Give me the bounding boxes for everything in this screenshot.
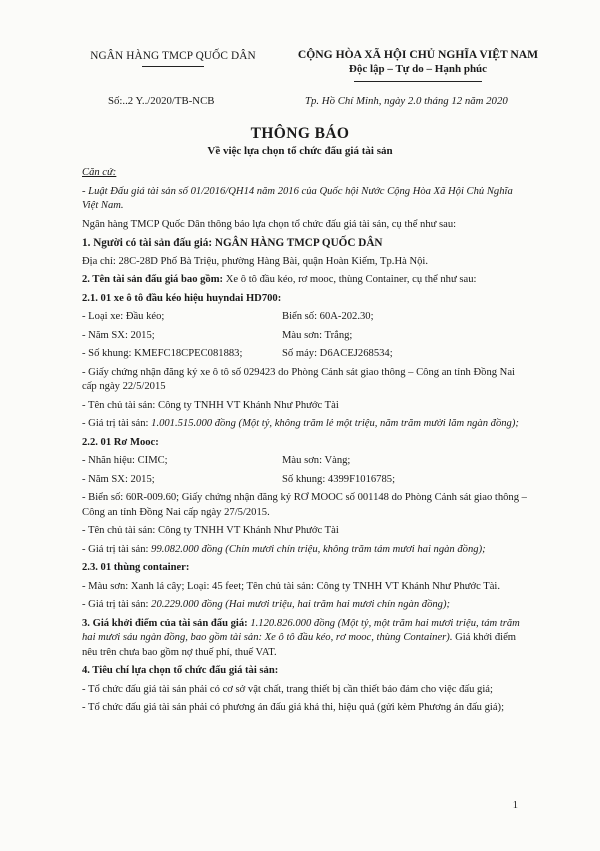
trailer-row-2 bbox=[82, 473, 528, 488]
truck-value: 1.001.515.000 đồng (Một tỷ, không trăm lẻ một triệu, năm trăm mười lăm ngàn đồng); bbox=[151, 418, 519, 429]
truck-owner: - Tên chủ tài sản: Công ty TNHH VT Khánh Như Phước Tài bbox=[82, 399, 339, 411]
trailer-year: - Năm SX: 2015; bbox=[82, 473, 155, 485]
motto-underline bbox=[354, 81, 482, 82]
truck-row-3 bbox=[82, 347, 528, 362]
trailer-chassis: Số khung: 4399F1016785; bbox=[282, 473, 396, 485]
truck-plate: Biển số: 60A-202.30; bbox=[282, 311, 374, 322]
document-number: Số:..2 Y../2020/TB-NCB bbox=[108, 95, 215, 107]
section-4-heading: 4. Tiêu chí lựa chọn tổ chức đấu giá tài sản: bbox=[82, 665, 279, 676]
section-2-desc: Xe ô tô đầu kéo, rơ mooc, thùng Container, cụ thể như sau: bbox=[223, 274, 477, 285]
container-value-label: - Giá trị tài sản: bbox=[82, 599, 152, 610]
container-value-line bbox=[82, 598, 528, 613]
trailer-color: Màu sơn: Vàng; bbox=[282, 455, 351, 466]
basis-text: - Luật Đấu giá tài sản số 01/2016/QH14 năm 2016 của Quốc hội Nước Cộng Hòa Xã Hội Chủ Nghĩa Việt Nam. bbox=[82, 185, 513, 211]
trailer-value-label: - Giá trị tài sản: bbox=[82, 543, 152, 555]
intro-paragraph: Ngân hàng TMCP Quốc Dân thông báo lựa chọn tổ chức đấu giá tài sản, cụ thể như sau: bbox=[82, 218, 457, 230]
document-date: Tp. Hồ Chí Minh, ngày 2.0 tháng 12 năm 2020 bbox=[305, 95, 508, 107]
section-1-heading: 1. Người có tài sản đấu giá: NGÂN HÀNG TMCP QUỐC DÂN bbox=[82, 237, 383, 249]
national-motto: Độc lập – Tự do – Hạnh phúc bbox=[348, 63, 488, 75]
document-subtitle: Về việc lựa chọn tổ chức đấu giá tài sản bbox=[207, 145, 393, 157]
criterion-1: - Tổ chức đấu giá tài sản phải có cơ sở vật chất, trang thiết bị cần thiết bảo đảm cho việc đấu giá; bbox=[82, 683, 493, 695]
truck-value-label: - Giá trị tài sản: bbox=[82, 418, 152, 429]
section-2-label: 2. Tên tài sản đấu giá bao gồm: bbox=[82, 274, 224, 285]
truck-row-1 bbox=[82, 310, 528, 325]
basis-label: Căn cứ: bbox=[82, 167, 117, 178]
trailer-plate: - Biển số: 60R-009.60; Giấy chứng nhận đăng ký RƠ MOOC số 001148 do Phòng Cảnh sát giao thông – Công an tỉnh Đồng Nai cấp ngày 27/5/2015. bbox=[82, 492, 527, 518]
republic-title: CỘNG HÒA XÃ HỘI CHỦ NGHĨA VIỆT NAM bbox=[297, 48, 539, 61]
section-2-1-heading: 2.1. 01 xe ô tô đầu kéo hiệu huyndai HD700: bbox=[82, 292, 282, 304]
bank-name-underline bbox=[142, 66, 204, 67]
truck-color: Màu sơn: Trắng; bbox=[282, 329, 353, 341]
truck-row-2 bbox=[82, 329, 528, 344]
starting-price: 1.120.826.000 đồng (Một tỷ, một trăm hai mươi triệu, tám trăm hai mươi sáu ngàn đồng, bao gồm tài sản: Xe ô tô đầu kéo, rơ mooc, thùng Container). bbox=[82, 617, 520, 643]
document-title: THÔNG BÁO bbox=[250, 125, 350, 142]
truck-chassis: - Số khung: KMEFC18CPEC081883; bbox=[82, 348, 243, 359]
trailer-value: 99.082.000 đồng (Chín mươi chín triệu, không trăm tám mươi hai ngàn đồng); bbox=[151, 543, 486, 555]
container-value: 20.229.000 đồng (Hai mươi triệu, hai trăm hai mươi chín ngàn đồng); bbox=[151, 599, 451, 610]
criterion-2: - Tổ chức đấu giá tài sản phải có phương án đấu giá khả thi, hiệu quả (gửi kèm Phương án đấu giá); bbox=[82, 702, 505, 713]
truck-value-line bbox=[82, 417, 528, 432]
section-3-heading: 3. Giá khởi điểm của tài sản đấu giá: bbox=[82, 617, 248, 629]
truck-year: - Năm SX: 2015; bbox=[82, 329, 155, 341]
section-2-3-heading: 2.3. 01 thùng container: bbox=[82, 562, 190, 573]
trailer-value-line bbox=[82, 543, 528, 558]
trailer-owner: - Tên chủ tài sản: Công ty TNHH VT Khánh Như Phước Tài bbox=[82, 525, 339, 536]
section-2-heading bbox=[82, 273, 528, 288]
bank-name-header: NGÂN HÀNG TMCP QUỐC DÂN bbox=[90, 50, 256, 62]
document-body bbox=[82, 166, 528, 720]
trailer-brand: - Nhãn hiệu: CIMC; bbox=[82, 455, 168, 466]
trailer-row-1 bbox=[82, 454, 528, 469]
section-2-2-heading: 2.2. 01 Rơ Mooc: bbox=[82, 436, 159, 448]
page-number: 1 bbox=[512, 800, 518, 811]
starting-price-note: Giá khởi điểm nêu trên chưa bao gồm nợ thuế phí, thuế VAT. bbox=[82, 632, 517, 658]
section-3-paragraph bbox=[82, 617, 528, 661]
owner-address: Địa chỉ: 28C-28D Phố Bà Triệu, phường Hàng Bài, quận Hoàn Kiếm, Tp.Hà Nội. bbox=[82, 255, 428, 267]
truck-type: - Loại xe: Đầu kéo; bbox=[82, 311, 165, 322]
truck-registration: - Giấy chứng nhận đăng ký xe ô tô số 029423 do Phòng Cảnh sát giao thông – Công an tỉnh Đồng Nai cấp ngày 22/5/2015 bbox=[82, 366, 515, 392]
truck-engine: Số máy: D6ACEJ268534; bbox=[282, 348, 393, 359]
container-desc: - Màu sơn: Xanh lá cây; Loại: 45 feet; Tên chủ tài sản: Công ty TNHH VT Khánh Như Phước Tài. bbox=[82, 580, 501, 592]
republic-header bbox=[284, 48, 552, 75]
